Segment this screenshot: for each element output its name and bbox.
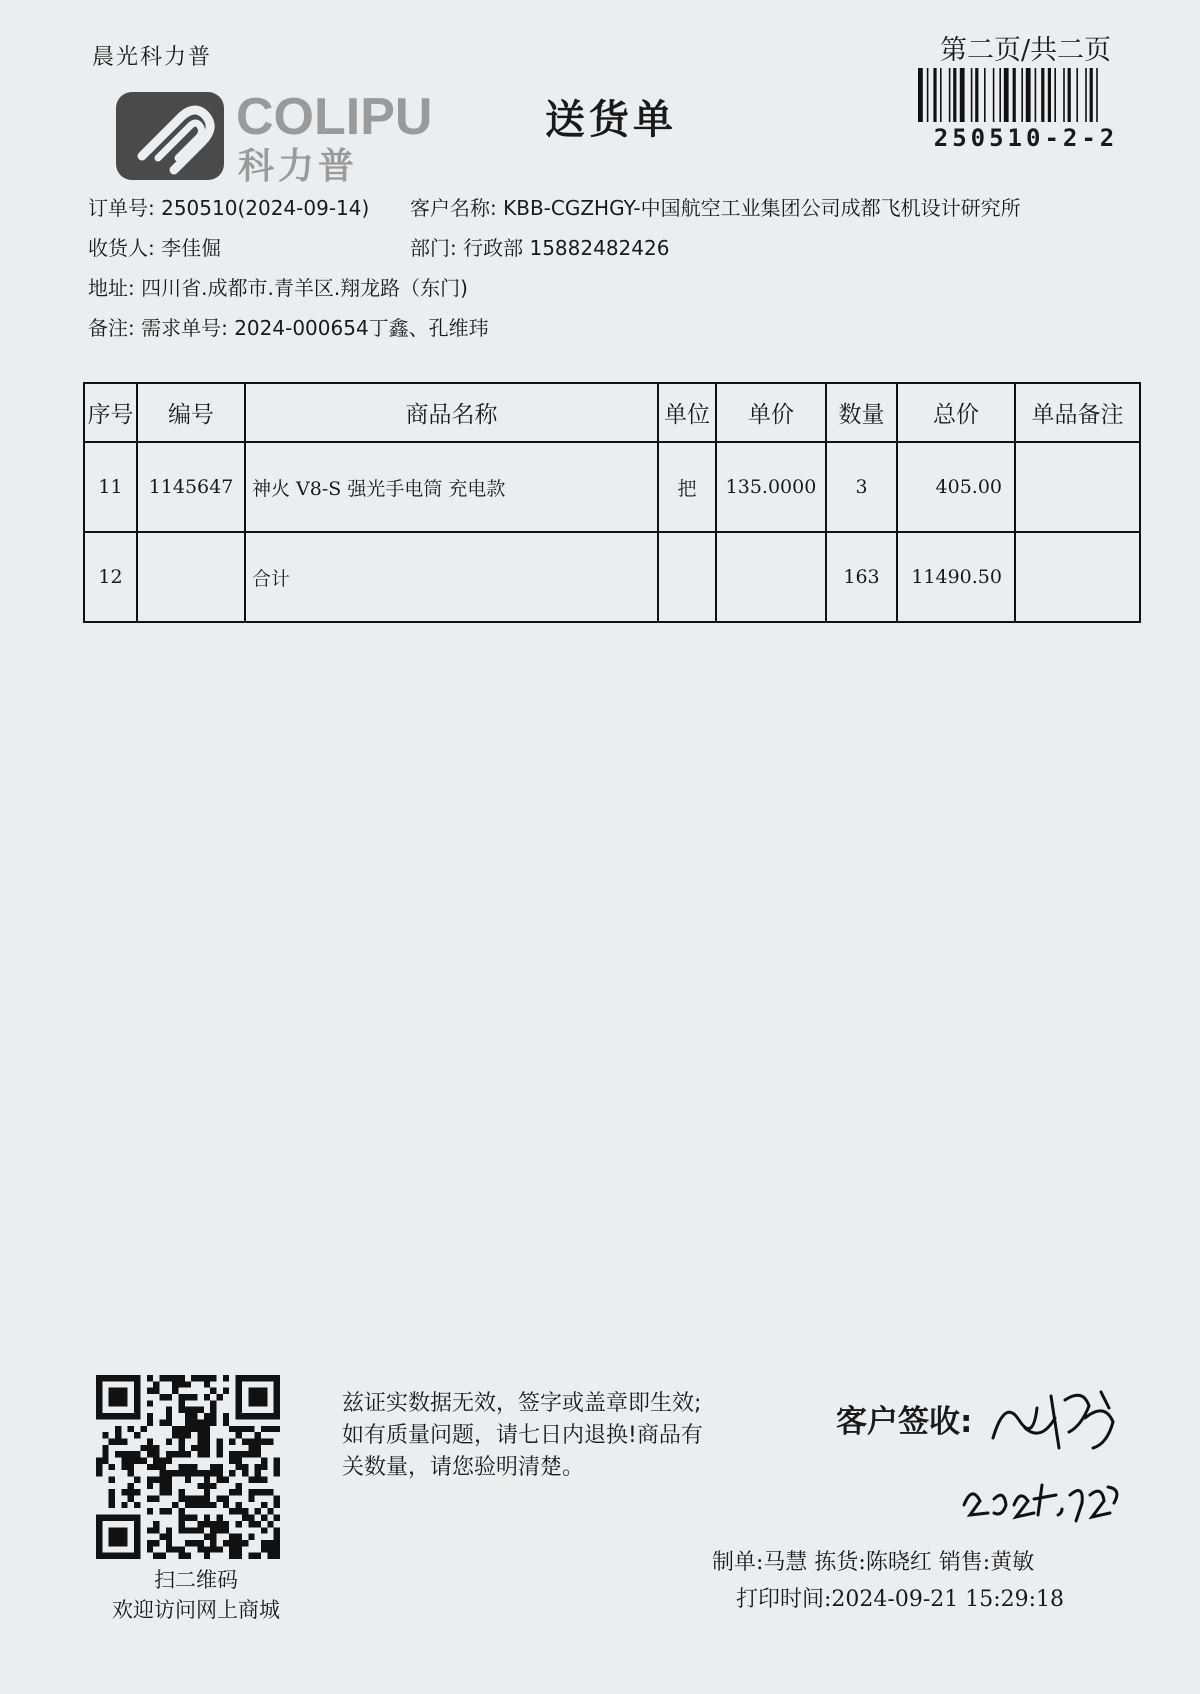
cell-unit: 把 xyxy=(658,442,716,532)
items-table xyxy=(83,382,1141,623)
qr-caption-mall: 欢迎访问网上商城 xyxy=(112,1598,280,1622)
print-time: 打印时间:2024-09-21 15:29:18 xyxy=(736,1587,1065,1612)
table-row xyxy=(84,442,1140,532)
cell-product-name: 神火 V8-S 强光手电筒 充电款 xyxy=(245,442,658,532)
cell-total: 405.00 xyxy=(897,442,1015,532)
cell-code xyxy=(137,532,245,622)
cell-remark xyxy=(1015,442,1140,532)
customer-sign-label: 客户签收: xyxy=(836,1404,973,1440)
header-total: 总价 xyxy=(897,383,1015,442)
cell-total: 11490.50 xyxy=(897,532,1015,622)
cell-product-name: 合计 xyxy=(245,532,658,622)
customer-name: 客户名称: KBB-CGZHGY-中国航空工业集团公司成都飞机设计研究所 xyxy=(410,196,1021,220)
table-row-total xyxy=(84,532,1140,622)
page-indicator: 第二页/共二页 xyxy=(940,35,1112,66)
header-seq: 序号 xyxy=(84,383,137,442)
cell-quantity: 3 xyxy=(826,442,897,532)
cell-code: 1145647 xyxy=(137,442,245,532)
cell-unit-price: 135.0000 xyxy=(716,442,826,532)
cell-seq: 12 xyxy=(84,532,137,622)
cell-unit xyxy=(658,532,716,622)
colipu-logo xyxy=(112,86,492,186)
handwritten-date xyxy=(958,1465,1128,1525)
table-header-row xyxy=(84,383,1140,442)
barcode-number: 250510-2-2 xyxy=(933,124,1119,152)
cell-unit-price xyxy=(716,532,826,622)
document-title: 送货单 xyxy=(545,96,677,143)
handwritten-signature xyxy=(985,1378,1135,1458)
header-unit: 单位 xyxy=(658,383,716,442)
cell-seq: 11 xyxy=(84,442,137,532)
company-name: 晨光科力普 xyxy=(92,45,213,70)
qr-caption: 扫二维码 xyxy=(154,1568,238,1592)
remarks: 备注: 需求单号: 2024-000654丁鑫、孔维玮 xyxy=(88,316,489,340)
header-code: 编号 xyxy=(137,383,245,442)
cell-remark xyxy=(1015,532,1140,622)
header-unit-price: 单价 xyxy=(716,383,826,442)
order-number: 订单号: 250510(2024-09-14) xyxy=(88,196,370,220)
header-remark: 单品备注 xyxy=(1015,383,1140,442)
qr-code xyxy=(96,1375,280,1559)
logo-text-en: COLIPU xyxy=(236,88,433,146)
logo-text-cn: 科力普 xyxy=(238,146,359,186)
header-quantity: 数量 xyxy=(826,383,897,442)
address: 地址: 四川省.成都市.青羊区.翔龙路（东门) xyxy=(88,276,468,300)
header-product-name: 商品名称 xyxy=(245,383,658,442)
barcode xyxy=(918,68,1134,122)
staff-info: 制单:马慧 拣货:陈晓红 销售:黄敏 xyxy=(712,1550,1035,1575)
cell-quantity: 163 xyxy=(826,532,897,622)
notice-text: 兹证实数据无效，签字或盖章即生效; 如有质量问题，请七日内退换!商品有 关数量，请您验明清楚。 xyxy=(342,1391,703,1480)
receiver: 收货人: 李佳倔 xyxy=(88,236,222,260)
department: 部门: 行政部 15882482426 xyxy=(410,236,670,260)
